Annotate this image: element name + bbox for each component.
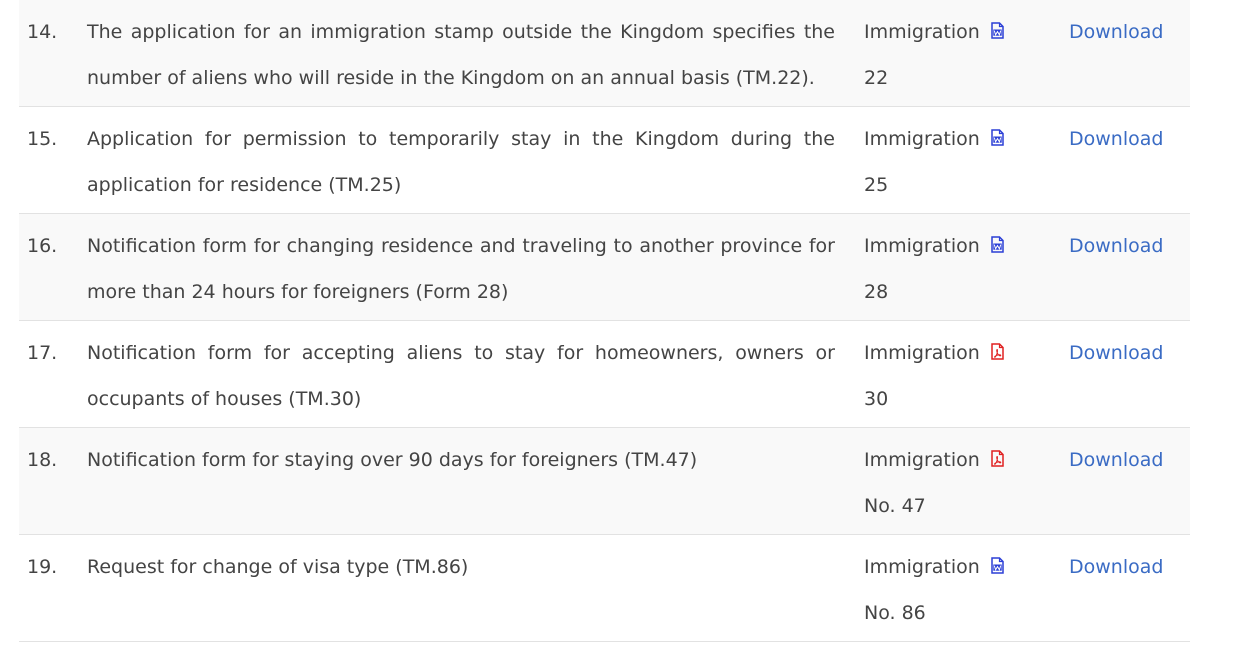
table-row [19, 535, 1190, 642]
form-title: Notification form for accepting aliens to stay for homeowners, owners or occupants of houses (TM.30) [87, 342, 835, 410]
word-file-icon[interactable] [991, 129, 1004, 146]
form-reference-line1: Immigration [864, 342, 980, 364]
form-reference-line2: 30 [864, 387, 889, 410]
form-reference-line1: Immigration [864, 128, 980, 150]
word-file-icon[interactable] [991, 557, 1004, 574]
download-link[interactable]: Download [1069, 342, 1164, 364]
form-title: Notification form for staying over 90 days for foreigners (TM.47) [87, 449, 698, 471]
form-reference-line2: 25 [864, 173, 889, 196]
table-row [19, 107, 1190, 214]
pdf-file-icon[interactable] [991, 343, 1004, 360]
form-reference-line2: 28 [864, 280, 889, 303]
form-reference-line2: No. 86 [864, 601, 926, 624]
download-link[interactable]: Download [1069, 235, 1164, 257]
pdf-file-icon[interactable] [991, 450, 1004, 467]
download-link[interactable]: Download [1069, 556, 1164, 578]
form-reference-line1: Immigration [864, 235, 980, 257]
form-reference-line1: Immigration [864, 21, 980, 43]
row-number: 18. [27, 449, 58, 471]
word-file-icon[interactable] [991, 22, 1004, 39]
form-title: Notification form for changing residence and traveling to another province for more than 24 hours for foreigners (Form 28) [87, 235, 835, 303]
download-link[interactable]: Download [1069, 128, 1164, 150]
table-row [19, 428, 1190, 535]
form-reference [864, 224, 984, 315]
table-row [19, 0, 1190, 107]
table-row [19, 214, 1190, 321]
row-number: 19. [27, 556, 58, 578]
row-number: 14. [27, 21, 58, 43]
download-link[interactable]: Download [1069, 21, 1164, 43]
form-title: Request for change of visa type (TM.86) [87, 556, 469, 578]
download-link[interactable]: Download [1069, 449, 1164, 471]
table-row [19, 321, 1190, 428]
form-reference [864, 331, 984, 422]
form-reference [864, 117, 984, 208]
form-reference-line2: No. 47 [864, 494, 926, 517]
word-file-icon[interactable] [991, 236, 1004, 253]
form-reference [864, 438, 984, 529]
form-reference-line2: 22 [864, 66, 889, 89]
form-title: Application for permission to temporarily stay in the Kingdom during the application for residence (TM.25) [87, 128, 835, 196]
row-number: 16. [27, 235, 58, 257]
form-reference-line1: Immigration [864, 449, 980, 471]
row-number: 15. [27, 128, 58, 150]
form-reference-line1: Immigration [864, 556, 980, 578]
row-number: 17. [27, 342, 58, 364]
form-title: The application for an immigration stamp outside the Kingdom specifies the number of aliens who will reside in the Kingdom on an annual basis (TM.22). [87, 21, 835, 89]
form-reference [864, 10, 984, 101]
form-reference [864, 545, 984, 636]
forms-table [19, 0, 1190, 642]
